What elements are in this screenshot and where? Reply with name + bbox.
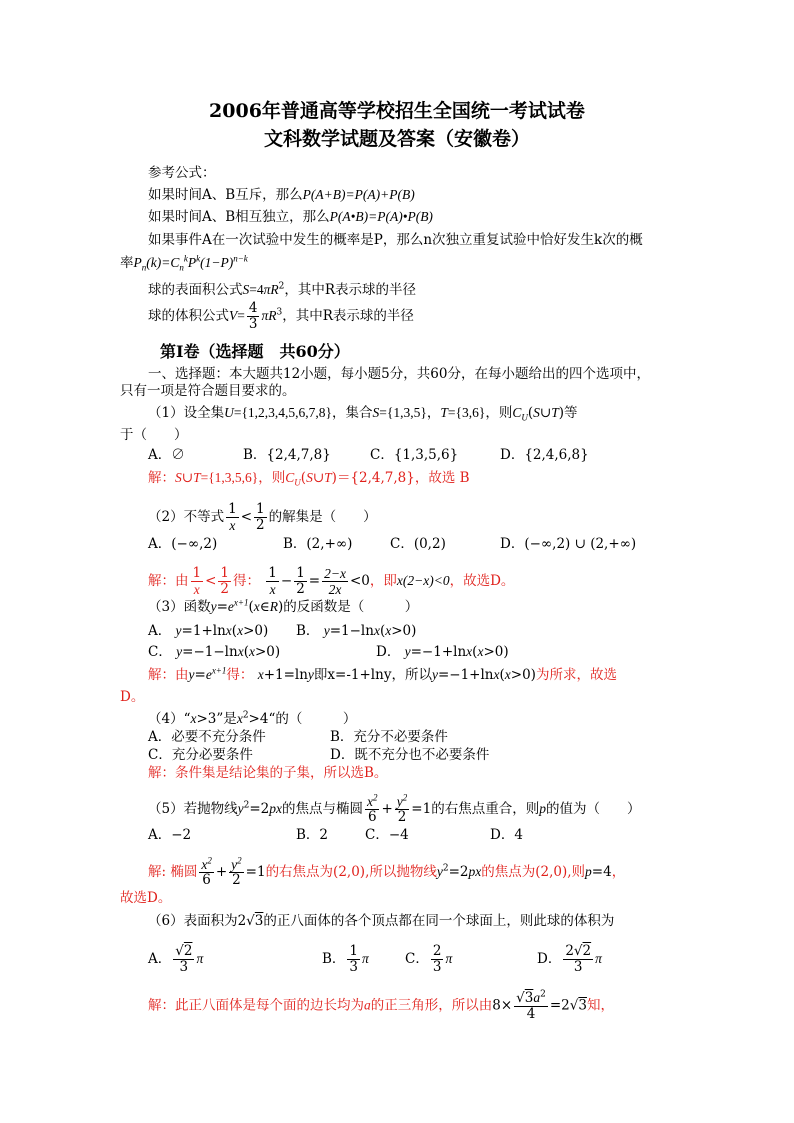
q5-option-a: A．−2: [148, 827, 192, 843]
q3-solution-cont: D。: [120, 689, 145, 705]
q5-solution: 解: 椭圆 $\frac{x^2}{6}$ + $\frac{y^2}{2}$ =1的右焦点为(2,0),所以抛物线$y^2=2px$的焦点为(2,0),则p=4，: [148, 855, 626, 888]
q4-option-a: A．必要不充分条件: [148, 729, 266, 745]
ref-heading: 参考公式：: [148, 165, 216, 181]
q3-option-b: B． y=1−lnx(x>0): [296, 623, 417, 639]
exam-title: 2006年普通高等学校招生全国统一考试试卷: [209, 100, 585, 122]
q6-option-c: C． $\frac{2}{3}$ π: [405, 943, 453, 975]
q1-option-c: C．{1,3,5,6}: [370, 447, 459, 463]
q1-option-b: B．{2,4,7,8}: [243, 447, 331, 463]
q3-solution: 解：由$y=e^{x+1}$得： x+1=lny即x=-1+lny，所以y=−1+lnx(x>0)为所求，故选: [148, 665, 617, 683]
q3-option-c: C． y=−1−lnx(x>0): [148, 644, 281, 660]
q2-option-b: B．(2,+∞): [283, 536, 353, 552]
q5-option-c: C．−4: [365, 827, 409, 843]
q4-option-b: B．充分不必要条件: [330, 729, 448, 745]
ref-formula-3-cont: 率$P_n(k)=C_n^kP^k(1-P)^{n-k}$: [120, 253, 248, 273]
q3-option-d: D． y=−1+lnx(x>0): [376, 644, 509, 660]
q1-option-a: A．∅: [148, 447, 185, 463]
ref-formula-2: 如果时间A、B相互独立，那么P(A•B)=P(A)•P(B): [148, 209, 433, 225]
q6-solution: 解：此正八面体是每个面的边长均为a的正三角形，所以由8× $\frac{√3a^2}{4}$ =2√3知，: [148, 989, 614, 1022]
q3-option-a: A． y=1+lnx(x>0): [148, 623, 269, 639]
instructions-line-2: 只有一项是符合题目要求的。: [120, 383, 296, 399]
q2-solution: 解：由 $\frac{1}{x}$ < $\frac{1}{2}$ 得： $\frac{1}{x}$ − $\frac{1}{2}$ = $\frac{2-x}{2x}$ <0，即x(2−x)<0，故选D。: [148, 565, 515, 597]
q5-option-b: B．2: [296, 827, 329, 843]
question-1-stem: （1）设全集U={1,2,3,4,5,6,7,8}，集合S={1,3,5}，T={3,6}，则$C_U(S\cup T)$等: [148, 405, 578, 423]
q5-option-d: D．4: [490, 827, 523, 843]
question-4-stem: （4）“x>3”是$x^2>4“$的（ ）: [148, 710, 357, 727]
ref-formula-3: 如果事件A在一次试验中发生的概率是P，那么n次独立重复试验中恰好发生k次的概: [148, 232, 643, 248]
q2-option-c: C．(0,2): [390, 536, 446, 552]
exam-subtitle: 文科数学试题及答案（安徽卷）: [263, 128, 530, 150]
q2-option-d: D．(−∞,2) ∪ (2,+∞): [500, 536, 637, 552]
q1-option-d: D．{2,4,6,8}: [500, 447, 589, 463]
question-1-stem-cont: 于（ ）: [120, 427, 188, 443]
q6-option-a: A． $\frac{√2}{3}$ π: [148, 943, 204, 975]
question-5-stem: （5）若抛物线$y^2=2px$的焦点与椭圆 $\frac{x^2}{6}$ + $\frac{y^2}{2}$ =1的右焦点重合，则p的值为（ ）: [148, 792, 641, 825]
q4-solution: 解：条件集是结论集的子集，所以选B。: [148, 765, 388, 781]
q6-option-b: B． $\frac{1}{3}$ π: [322, 943, 369, 975]
ref-formula-sphere-volume: 球的体积公式V= $\frac{4}{3}$ $\pi R^3$，其中R表示球的半径: [148, 300, 414, 332]
q4-option-d: D．既不充分也不必要条件: [330, 747, 490, 763]
q2-option-a: A．(−∞,2): [148, 536, 218, 552]
q4-option-c: C．充分必要条件: [148, 747, 253, 763]
question-2-stem: （2）不等式 $\frac{1}{x}$ < $\frac{1}{2}$ 的解集是（ ）: [148, 501, 377, 533]
q1-solution: 解：S∪T={1,3,5,6}，则$C_U(S\cup T)=\{2,4,7,8\}$，故选 B: [148, 470, 470, 488]
ref-formula-sphere-area: 球的表面积公式$S=4\pi R^2$，其中R表示球的半径: [148, 281, 417, 298]
section-1-heading: 第Ⅰ卷（选择题 共60分）: [160, 342, 350, 361]
instructions-line-1: 一、选择题：本大题共12小题，每小题5分，共60分，在每小题给出的四个选项中，: [148, 366, 650, 382]
question-3-stem: （3）函数$y=e^{x+1}(x\in R)$的反函数是（ ）: [148, 597, 419, 615]
ref-formula-1: 如果时间A、B互斥，那么P(A+B)=P(A)+P(B): [148, 187, 415, 203]
q5-solution-cont: 故选D。: [120, 890, 172, 906]
question-6-stem: （6）表面积为2√3的正八面体的各个顶点都在同一个球面上，则此球的体积为: [148, 913, 615, 929]
q6-option-d: D． $\frac{2√2}{3}$ π: [537, 943, 602, 975]
